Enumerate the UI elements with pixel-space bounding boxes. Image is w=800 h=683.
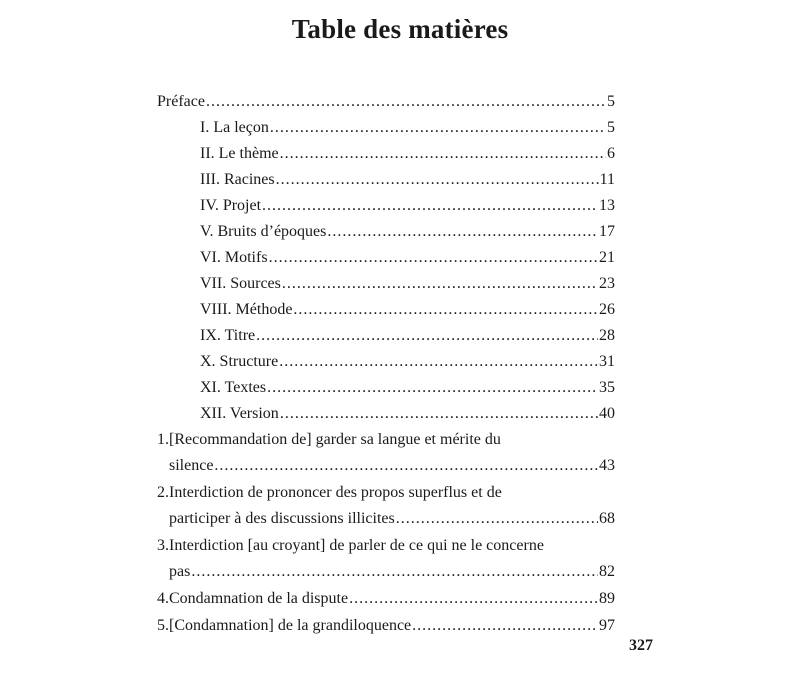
table-of-contents: [157, 89, 615, 640]
toc-entry: [157, 297, 615, 323]
toc-chapter: [157, 586, 615, 612]
toc-entry-label: IX. Titre: [200, 327, 256, 344]
toc-entry-label: XII. Version: [200, 405, 279, 422]
toc-entry-page: 11: [599, 171, 615, 188]
toc-entry-page: 26: [599, 301, 615, 318]
toc-entry-page: 28: [599, 327, 615, 344]
toc-entry-page: 35: [599, 379, 615, 396]
toc-entry-label: IV. Projet: [200, 197, 262, 214]
dot-leader: [269, 245, 598, 271]
toc-chapter: [157, 533, 615, 585]
chapter-number: 3.: [157, 537, 169, 554]
toc-entry-page: 6: [607, 145, 615, 162]
toc-entry-label: X. Structure: [200, 353, 279, 370]
dot-leader: [262, 193, 598, 219]
toc-entry: [157, 375, 615, 401]
dot-leader: [191, 559, 598, 585]
toc-entry-label: VIII. Méthode: [200, 301, 293, 318]
toc-entry: [157, 271, 615, 297]
dot-leader: [276, 167, 599, 193]
toc-chapter: [157, 613, 615, 639]
toc-entry-preface: [157, 89, 615, 115]
toc-entry: [157, 401, 615, 427]
chapter-title-end: participer à des discussions illicites: [169, 510, 395, 527]
toc-entry-label: XI. Textes: [200, 379, 267, 396]
toc-entry: [157, 245, 615, 271]
chapter-number: 1.: [157, 431, 169, 448]
dot-leader: [256, 323, 598, 349]
chapter-title-end: Condamnation de la dispute: [169, 590, 349, 607]
toc-entry: [157, 115, 615, 141]
toc-entry-page: 17: [599, 223, 615, 240]
chapter-page: 89: [599, 590, 615, 607]
dot-leader: [206, 89, 606, 115]
dot-leader: [282, 271, 598, 297]
toc-entry: [157, 323, 615, 349]
dot-leader: [280, 401, 598, 427]
dot-leader: [267, 375, 598, 401]
toc-entry-label: VII. Sources: [200, 275, 281, 292]
page-title: Table des matières: [291, 14, 509, 44]
toc-entry-page: 40: [599, 405, 615, 422]
chapter-page: 97: [599, 617, 615, 634]
toc-entry-page: 5: [607, 93, 615, 110]
dot-leader: [270, 115, 606, 141]
toc-entry-label: Préface: [157, 93, 205, 110]
toc-entry-page: 31: [599, 353, 615, 370]
chapter-number: 5.: [157, 617, 169, 634]
toc-entry: [157, 219, 615, 245]
chapter-title-line: Interdiction de prononcer des propos superflus et de: [169, 484, 502, 501]
chapter-page: 82: [599, 563, 615, 580]
dot-leader: [279, 349, 598, 375]
toc-entry-label: VI. Motifs: [200, 249, 268, 266]
dot-leader: [396, 506, 598, 532]
chapter-title-end: pas: [169, 563, 191, 580]
toc-entry-page: 13: [599, 197, 615, 214]
dot-leader: [214, 453, 598, 479]
dot-leader: [293, 297, 598, 323]
toc-entry-label: V. Bruits d’époques: [200, 223, 327, 240]
toc-entry-page: 23: [599, 275, 615, 292]
chapter-number: 4.: [157, 590, 169, 607]
toc-entry: [157, 167, 615, 193]
dot-leader: [327, 219, 598, 245]
chapter-title-line: [Recommandation de] garder sa langue et mérite du: [169, 431, 501, 448]
toc-entry: [157, 349, 615, 375]
toc-entry-label: III. Racines: [200, 171, 275, 188]
chapter-title-end: silence: [169, 457, 214, 474]
chapter-page: 68: [599, 510, 615, 527]
chapter-number: 2.: [157, 484, 169, 501]
chapter-page: 43: [599, 457, 615, 474]
toc-chapter: [157, 427, 615, 479]
toc-entry: [157, 141, 615, 167]
toc-entry-label: II. Le thème: [200, 145, 279, 162]
dot-leader: [412, 613, 598, 639]
toc-entry-page: 5: [607, 119, 615, 136]
dot-leader: [349, 586, 598, 612]
dot-leader: [280, 141, 606, 167]
chapter-title-end: [Condamnation] de la grandiloquence: [169, 617, 412, 634]
toc-entry: [157, 193, 615, 219]
toc-chapter: [157, 480, 615, 532]
toc-entry-label: I. La leçon: [200, 119, 269, 136]
chapter-title-line: Interdiction [au croyant] de parler de ce qui ne le concerne: [169, 537, 544, 554]
toc-entry-page: 21: [599, 249, 615, 266]
page-number: 327: [629, 637, 653, 654]
